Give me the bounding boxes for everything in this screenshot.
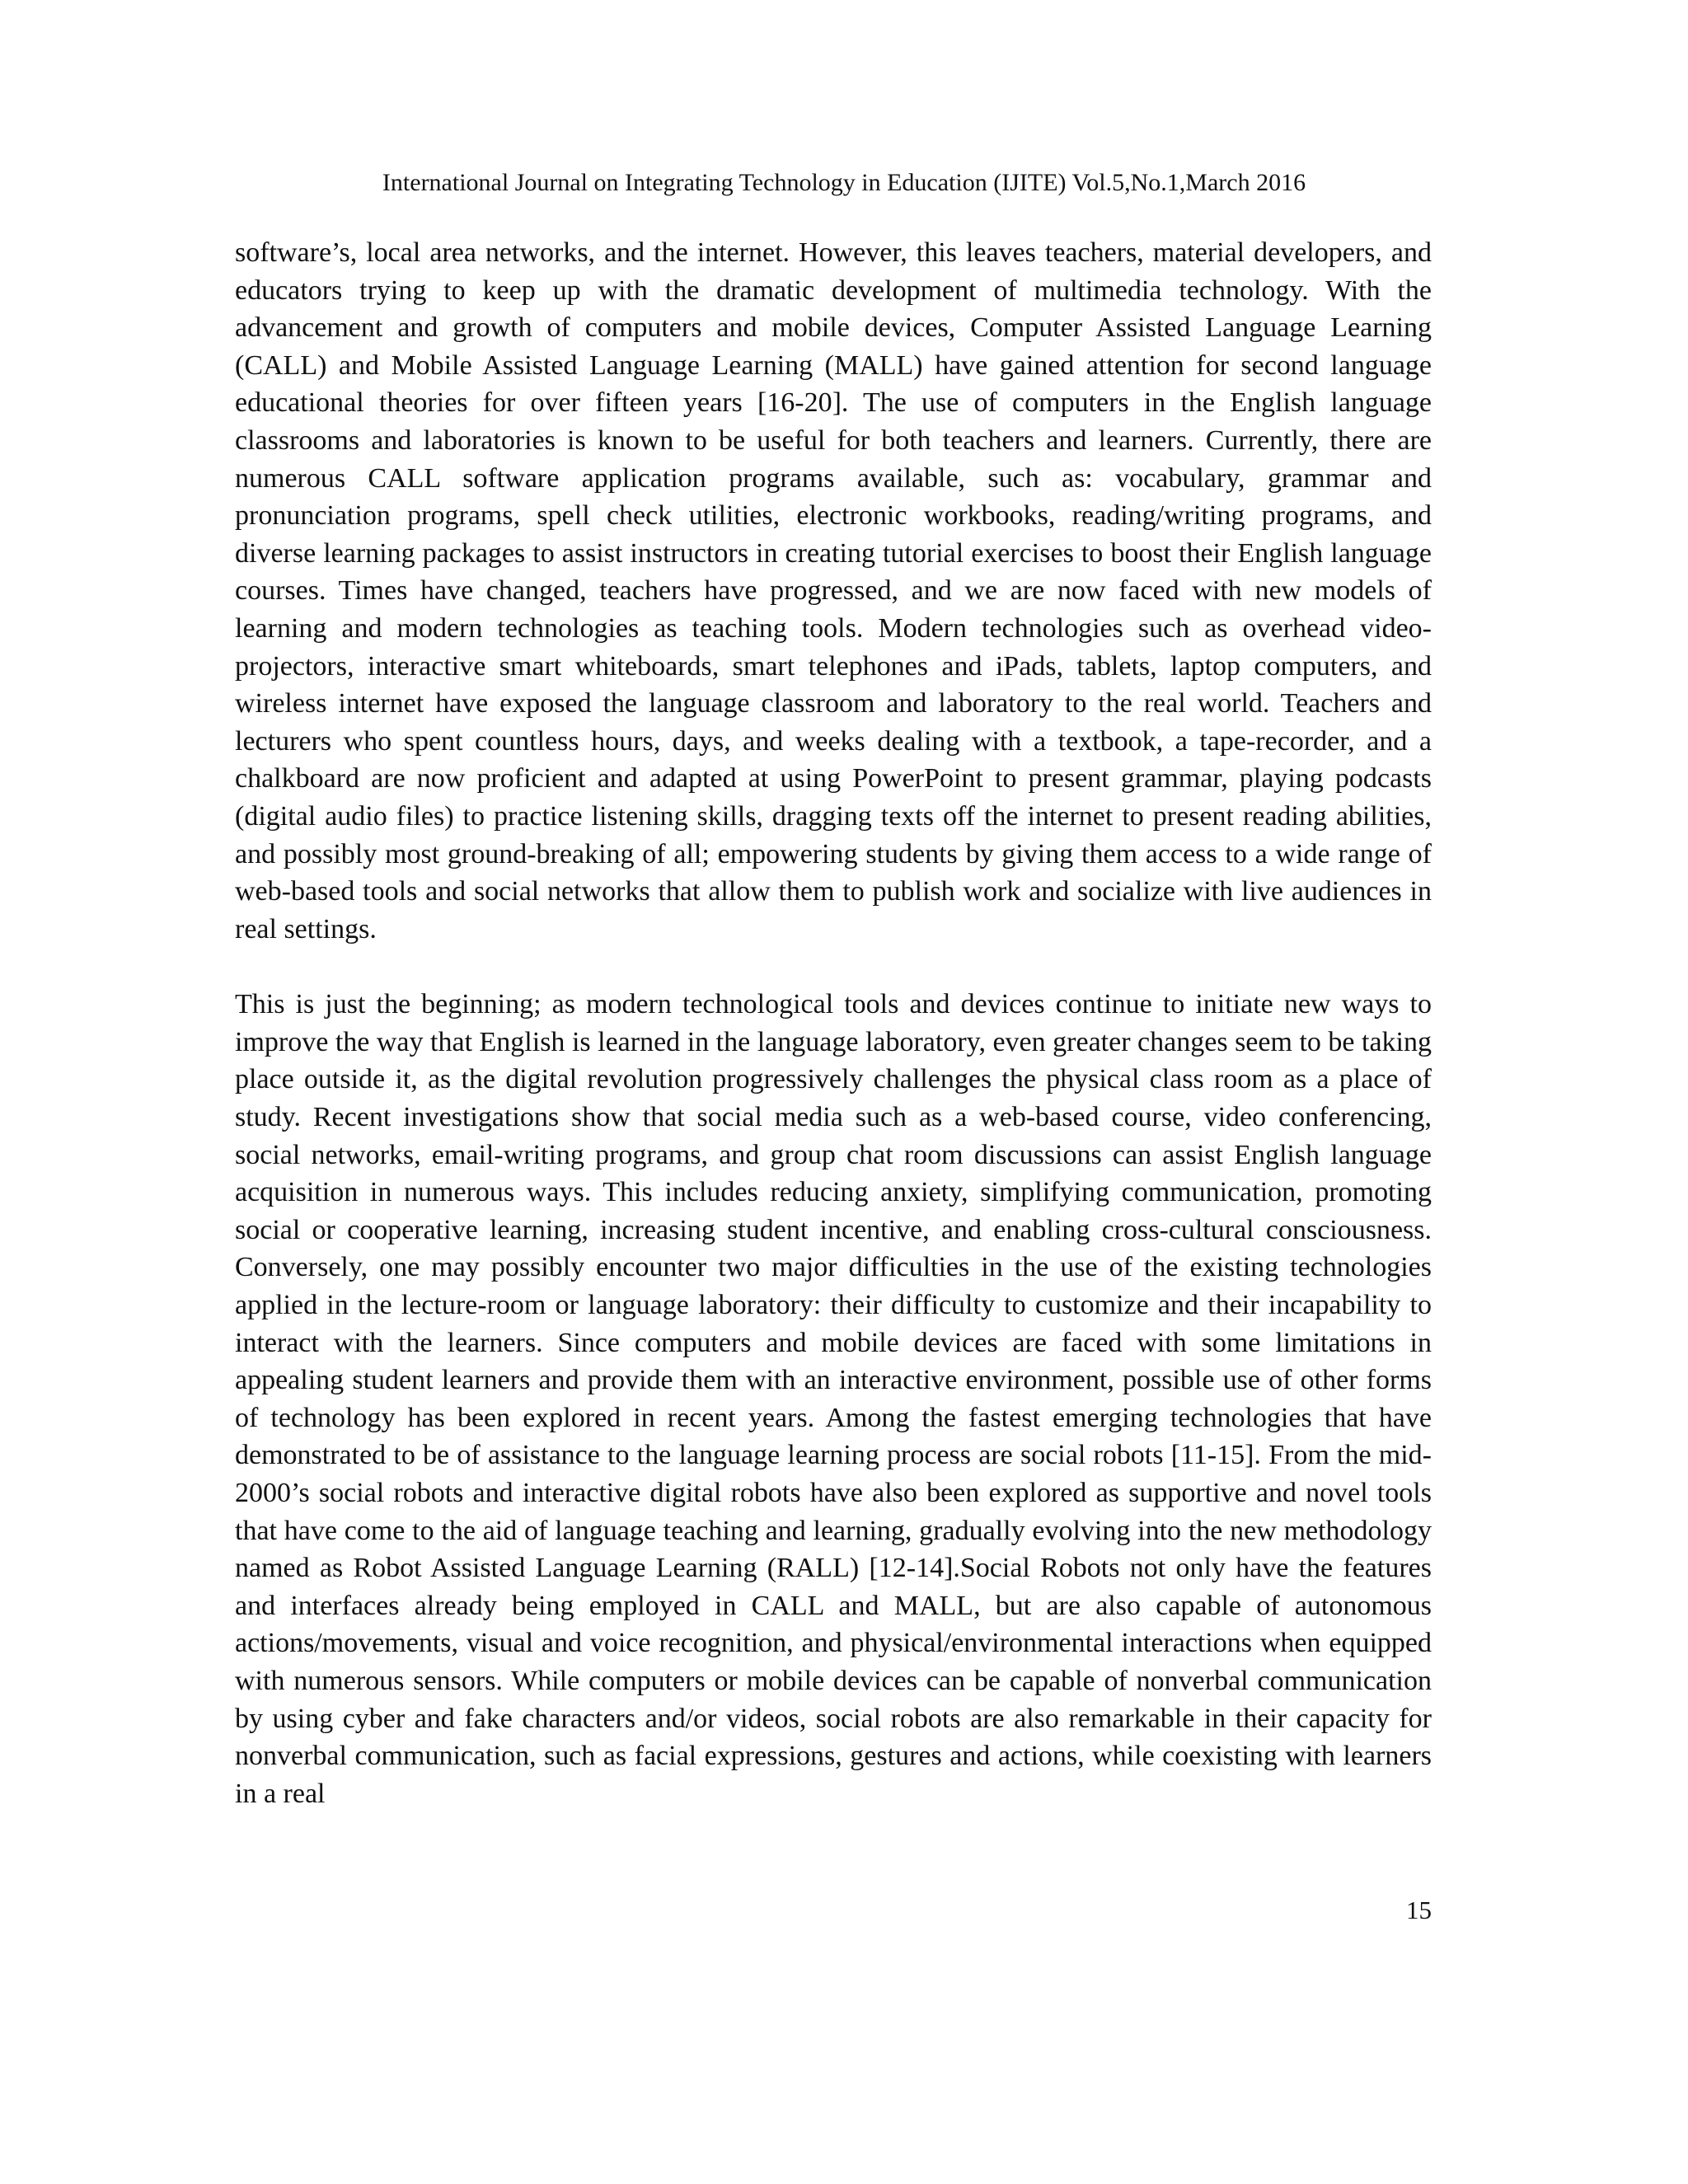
- page-number: 15: [1406, 1896, 1432, 1924]
- running-header: International Journal on Integrating Technology in Education (IJITE) Vol.5,No.1,March 2016: [382, 169, 1306, 196]
- body-paragraph: This is just the beginning; as modern technological tools and devices continue to initiate new ways to improve the way that English is learned in the language laboratory, even greater changes seem to be taking place outside it, as the digital revolution progressively challenges the physical class room as a place of study. Recent investigations show that social media such as a web-based course, video conferencing, social networks, email-writing programs, and group chat room discussions can assist English language acquisition in numerous ways. This includes reducing anxiety, simplifying communication, promoting social or cooperative learning, increasing student incentive, and enabling cross-cultural consciousness. Conversely, one may possibly encounter two major difficulties in the use of the existing technologies applied in the lecture-room or language laboratory: their difficulty to customize and their incapability to interact with the learners. Since computers and mobile devices are faced with some limitations in appealing student learners and provide them with an interactive environment, possible use of other forms of technology has been explored in recent years. Among the fastest emerging technologies that have demonstrated to be of assistance to the language learning process are social robots [11-15]. From the mid-2000’s social robots and interactive digital robots have also been explored as supportive and novel tools that have come to the aid of language teaching and learning, gradually evolving into the new methodology named as Robot Assisted Language Learning (RALL) [12-14].Social Robots not only have the features and interfaces already being employed in CALL and MALL, but are also capable of autonomous actions/movements, visual and voice recognition, and physical/environmental interactions when equipped with numerous sensors. While computers or mobile devices can be capable of nonverbal communication by using cyber and fake characters and/or videos, social robots are also remarkable in their capacity for nonverbal communication, such as facial expressions, gestures and actions, while coexisting with learners in a real: [235, 989, 1432, 1809]
- body-paragraph: software’s, local area networks, and the internet. However, this leaves teachers, material developers, and educators trying to keep up with the dramatic development of multimedia technology. With the advancement and growth of computers and mobile devices, Computer Assisted Language Learning (CALL) and Mobile Assisted Language Learning (MALL) have gained attention for second language educational theories for over fifteen years [16-20]. The use of computers in the English language classrooms and laboratories is known to be useful for both teachers and learners. Currently, there are numerous CALL software application programs available, such as: vocabulary, grammar and pronunciation programs, spell check utilities, electronic workbooks, reading/writing programs, and diverse learning packages to assist instructors in creating tutorial exercises to boost their English language courses. Times have changed, teachers have progressed, and we are now faced with new models of learning and modern technologies as teaching tools. Modern technologies such as overhead video-projectors, interactive smart whiteboards, smart telephones and iPads, tablets, laptop computers, and wireless internet have exposed the language classroom and laboratory to the real world. Teachers and lecturers who spent countless hours, days, and weeks dealing with a textbook, a tape-recorder, and a chalkboard are now proficient and adapted at using PowerPoint to present grammar, playing podcasts (digital audio files) to practice listening skills, dragging texts off the internet to present reading abilities, and possibly most ground-breaking of all; empowering students by giving them access to a wide range of web-based tools and social networks that allow them to publish work and socialize with live audiences in real settings.: [235, 237, 1432, 944]
- body-text: [235, 234, 1432, 1812]
